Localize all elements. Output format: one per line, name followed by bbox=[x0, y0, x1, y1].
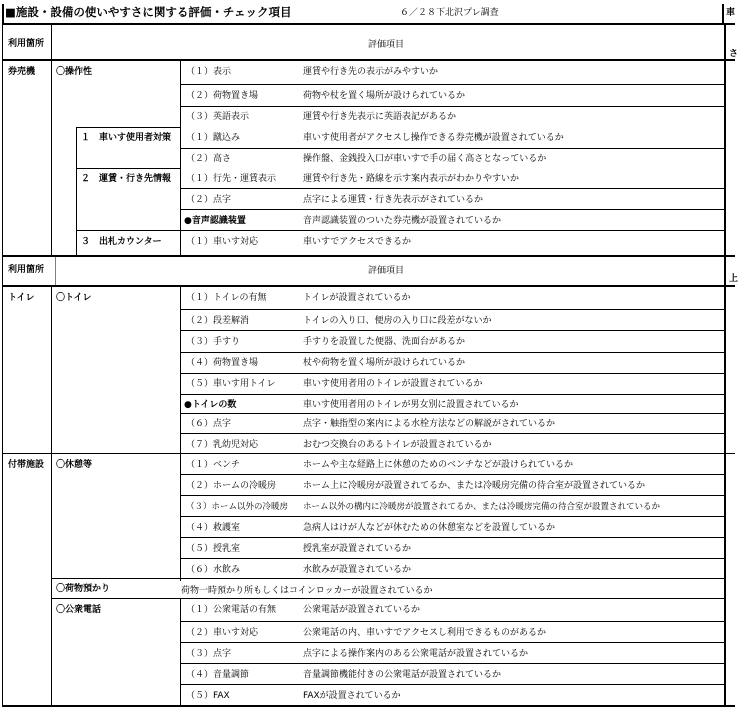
check-description: 杖や荷物を置く場所が設けられているか bbox=[303, 358, 466, 368]
table-border bbox=[2, 453, 735, 454]
check-item: ●音声認識装置 bbox=[184, 216, 246, 226]
check-description: ホーム以外の構内に冷暖房が設置されてるか、または冷暖房完備の待合室が設置されているか bbox=[303, 502, 661, 512]
cut-off-edge-text: 車 bbox=[726, 8, 736, 18]
table-border bbox=[76, 127, 77, 256]
check-description: 音声認識装置のついた券売機が設置されているか bbox=[303, 216, 502, 226]
table-border bbox=[51, 59, 52, 256]
row-separator bbox=[180, 309, 725, 310]
check-description: 点字による運賃・行き先表示がされているか bbox=[303, 195, 484, 205]
row-separator bbox=[180, 352, 725, 353]
check-description: 急病人はけが人などが休むための休憩室などを設置しているか bbox=[303, 523, 556, 533]
table-border bbox=[51, 578, 725, 579]
row-separator bbox=[180, 558, 725, 559]
check-item: （６）水飲み bbox=[186, 565, 241, 575]
check-description: 荷物一時預かり所もしくはコインロッカーが設置されているか bbox=[181, 586, 433, 596]
check-description: トイレが設置されているか bbox=[303, 293, 411, 303]
check-description: トイレの入り口、便房の入り口に段差がないか bbox=[303, 316, 492, 326]
group-label: １ 車いす使用者対策 bbox=[81, 133, 172, 143]
table-border bbox=[2, 255, 735, 257]
check-item: （４）救護室 bbox=[186, 523, 241, 533]
location-label: トイレ bbox=[8, 293, 35, 303]
group-label: 〇操作性 bbox=[56, 67, 93, 77]
check-item: （２）高さ bbox=[186, 154, 232, 164]
location-label: 付帯施設 bbox=[8, 460, 45, 470]
check-item: （３）手すり bbox=[186, 337, 241, 347]
check-item: （６）点字 bbox=[186, 419, 232, 429]
table-border bbox=[2, 705, 735, 707]
table-border bbox=[76, 230, 181, 231]
row-separator bbox=[180, 84, 725, 85]
group-label: 〇公衆電話 bbox=[56, 605, 102, 615]
cut-off-edge-text: さ bbox=[729, 49, 738, 59]
row-separator bbox=[180, 209, 725, 210]
check-item: （５）授乳室 bbox=[186, 544, 241, 554]
check-item: （１）表示 bbox=[186, 67, 232, 77]
location-label: 券売機 bbox=[8, 67, 36, 77]
row-separator bbox=[180, 330, 725, 331]
check-item: ●トイレの数 bbox=[184, 400, 237, 410]
table-border bbox=[51, 23, 52, 59]
row-separator bbox=[180, 230, 725, 231]
check-description: 操作盤、金銭投入口が車いすで手の届く高さとなっているか bbox=[303, 154, 547, 164]
table-border bbox=[2, 59, 735, 61]
row-separator bbox=[180, 474, 725, 475]
table-border bbox=[76, 168, 181, 169]
column-header-location: 利用箇所 bbox=[8, 265, 45, 275]
check-description: FAXが設置されているか bbox=[303, 691, 401, 701]
check-item: （３）ホーム以外の冷暖房 bbox=[186, 502, 289, 512]
group-label: 〇トイレ bbox=[56, 293, 92, 303]
table-border bbox=[76, 127, 181, 128]
check-description: ホームや主な経路上に休憩のためのベンチなどが設けられているか bbox=[303, 460, 574, 470]
check-description: おむつ交換台のあるトイレが設置されているか bbox=[303, 440, 492, 450]
survey-date-note: ６／２８下北沢プレ調査 bbox=[400, 8, 499, 18]
table-border bbox=[724, 23, 726, 707]
row-separator bbox=[180, 433, 725, 434]
check-description: 公衆電話の内、車いすでアクセスし利用できるものがあるか bbox=[303, 628, 547, 638]
table-border bbox=[2, 23, 735, 25]
table-border bbox=[722, 4, 724, 25]
check-item: （３）点字 bbox=[186, 649, 232, 659]
check-description: 授乳室が設置されているか bbox=[303, 544, 412, 554]
row-separator bbox=[180, 373, 725, 374]
row-separator bbox=[180, 394, 725, 395]
check-item: （１）トイレの有無 bbox=[186, 293, 267, 303]
document-title: ■施設・設備の使いやすさに関する評価・チェック項目 bbox=[5, 5, 292, 19]
check-item: （４）音量調節 bbox=[186, 670, 250, 680]
check-item: （１）公衆電話の有無 bbox=[186, 605, 277, 615]
check-item: （７）乳幼児対応 bbox=[186, 440, 259, 450]
column-header-items: 評価項目 bbox=[368, 40, 405, 50]
table-border bbox=[51, 598, 725, 599]
table-border bbox=[180, 59, 181, 256]
check-description: 運賃や行き先の表示がみやすいか bbox=[303, 67, 439, 77]
check-item: （１）蹴込み bbox=[186, 133, 241, 143]
check-description: 車いすでアクセスできるか bbox=[303, 237, 412, 247]
check-description: 車いす使用者用のトイレが男女別に設置されているか bbox=[303, 400, 519, 410]
cut-off-edge-text: 上 bbox=[729, 274, 738, 284]
row-separator bbox=[180, 106, 725, 107]
check-description: 音量調節機能付きの公衆電話が設置されているか bbox=[303, 670, 502, 680]
check-description: 公衆電話が設置されているか bbox=[303, 605, 421, 615]
column-header-location: 利用箇所 bbox=[8, 39, 45, 49]
row-separator bbox=[180, 188, 725, 189]
row-separator bbox=[180, 537, 725, 538]
group-label: ２ 運賃・行き先情報 bbox=[81, 174, 172, 184]
table-border bbox=[2, 23, 3, 707]
check-item: （１）ベンチ bbox=[186, 460, 241, 470]
check-description: 運賃や行き先表示に英語表記があるか bbox=[303, 112, 457, 122]
table-border bbox=[51, 285, 52, 706]
check-item: （１）車いす対応 bbox=[186, 237, 259, 247]
table-border bbox=[2, 4, 4, 25]
check-item: （２）点字 bbox=[186, 195, 232, 205]
row-separator bbox=[180, 642, 725, 643]
check-description: 運賃や行き先・路線を示す案内表示がわかりやすいか bbox=[303, 174, 520, 184]
check-description: 車いす使用者がアクセスし操作できる券売機が設置されているか bbox=[303, 133, 564, 143]
group-label: ３ 出札カウンター bbox=[81, 237, 162, 247]
check-description: 点字・触指型の案内による水栓方法などの解説がされているか bbox=[303, 419, 556, 429]
column-header-items: 評価項目 bbox=[368, 266, 405, 276]
check-item: （５）FAX bbox=[186, 691, 230, 701]
check-description: 点字による操作案内のある公衆電話が設置されているか bbox=[303, 649, 529, 659]
row-separator bbox=[180, 684, 725, 685]
row-separator bbox=[180, 621, 725, 622]
row-separator bbox=[180, 413, 725, 414]
check-item: （２）段差解消 bbox=[186, 316, 250, 326]
check-description: 水飲みが設置されているか bbox=[303, 565, 412, 575]
check-item: （２）ホームの冷暖房 bbox=[186, 481, 277, 491]
group-label: 〇荷物預かり bbox=[56, 584, 111, 594]
row-separator bbox=[180, 148, 725, 149]
check-description: 荷物や杖を置く場所が設けられているか bbox=[303, 91, 466, 101]
check-item: （４）荷物置き場 bbox=[186, 358, 259, 368]
table-border bbox=[2, 285, 735, 287]
check-item: （２）荷物置き場 bbox=[186, 91, 259, 101]
check-item: （１）行先・運賃表示 bbox=[186, 174, 277, 184]
check-item: （５）車いす用トイレ bbox=[186, 379, 276, 389]
check-description: 手すりを設置した便器、洗面台があるか bbox=[303, 337, 466, 347]
check-description: 車いす使用者用のトイレが設置されているか bbox=[303, 379, 483, 389]
group-label: 〇休憩等 bbox=[56, 460, 93, 470]
check-item: （２）車いす対応 bbox=[186, 628, 259, 638]
row-separator bbox=[180, 516, 725, 517]
check-description: ホーム上に冷暖房が設置されてるか、または冷暖房完備の待合室が設置されているか bbox=[303, 481, 646, 491]
row-separator bbox=[180, 663, 725, 664]
row-separator bbox=[180, 495, 725, 496]
table-border bbox=[55, 255, 56, 286]
check-item: （３）英語表示 bbox=[186, 112, 250, 122]
table-border bbox=[180, 598, 181, 706]
